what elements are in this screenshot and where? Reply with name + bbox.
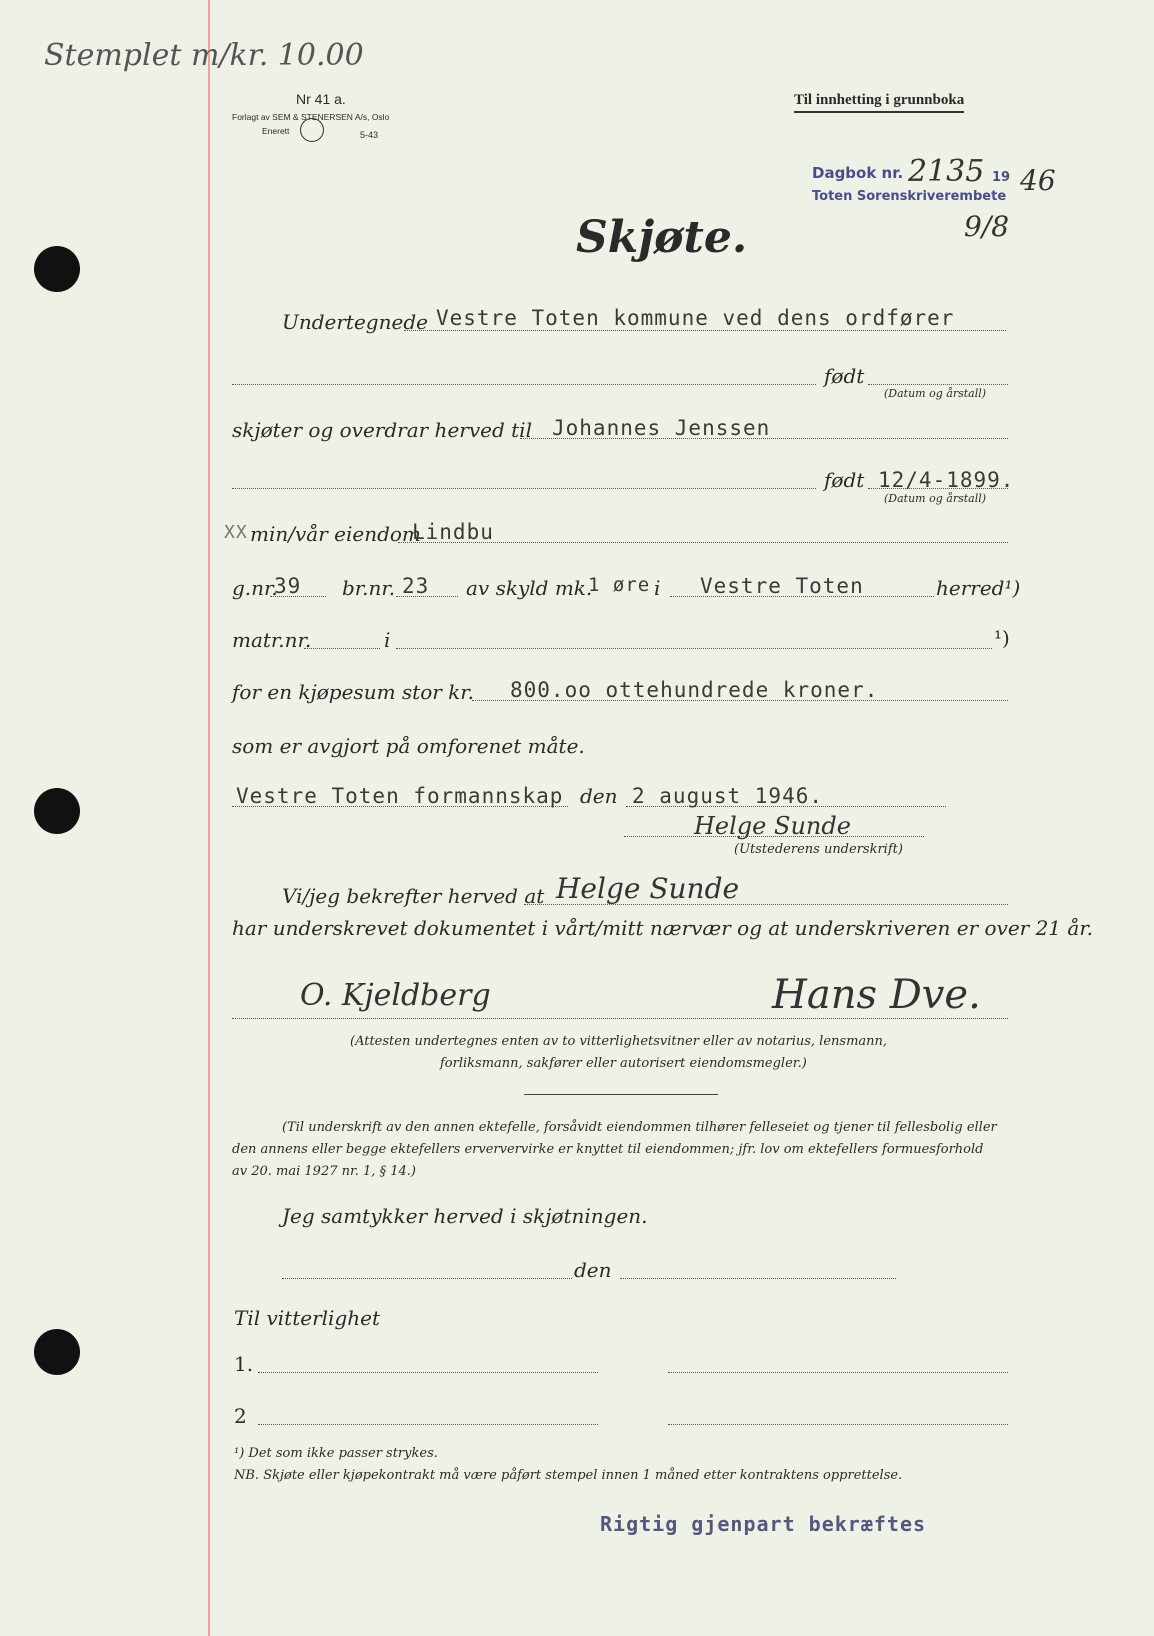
diary-number: 2135 (908, 154, 985, 189)
property-label: min/vår eiendom (250, 522, 421, 546)
spouse-note-line3: av 20. mai 1927 nr. 1, § 14.) (232, 1164, 416, 1179)
seller-birth-hint: (Datum og årstall) (884, 387, 987, 400)
matr-label: matr.nr. (232, 628, 312, 652)
rights: Enerett (262, 126, 290, 136)
consent-place-line (282, 1278, 572, 1279)
date-value: 2 august 1946. (632, 784, 824, 808)
vitterlighet-number-2: 2 (234, 1404, 247, 1428)
brnr-label: br.nr. (342, 576, 396, 600)
price-value: 800.oo ottehundrede kroner. (510, 678, 879, 702)
gnr-label: g.nr. (232, 576, 278, 600)
seller-line (404, 330, 1006, 331)
diary-date: 9/8 (964, 210, 1010, 243)
witness-note-line2: forliksmann, sakfører eller autorisert eiendomsmegler.) (440, 1056, 807, 1071)
diary-year-prefix: 19 (992, 170, 1011, 185)
place-value: Vestre Toten formannskap (236, 784, 564, 808)
settlement-text: som er avgjort på omforenet måte. (232, 734, 585, 758)
gnr-value: 39 (274, 574, 302, 598)
cadastral-i-label: i (654, 576, 661, 600)
buyer-birth-value: 12/4-1899. (878, 468, 1015, 492)
consent-date-line (620, 1278, 896, 1279)
price-label: for en kjøpesum stor kr. (232, 680, 475, 704)
witness-signature-line (232, 1018, 1008, 1019)
stamp-duty-note: Stemplet m/kr. 10.00 (44, 38, 364, 73)
consent-den-label: den (574, 1258, 612, 1282)
spouse-note-line1: (Til underskrift av den annen ektefelle, forsåvidt eiendommen tilhører felleseiet og tjener til fellesbolig eller (282, 1120, 997, 1135)
form-number: Nr 41 a. (296, 91, 346, 107)
matr-i-label: i (384, 628, 391, 652)
issuer-signature-caption: (Utstederens underskrift) (734, 842, 903, 857)
property-crossed-prefix: XX (224, 522, 248, 543)
punch-hole (34, 788, 80, 834)
confirmation-line2: har underskrevet dokumentet i vårt/mitt nærvær og at underskriveren er over 21 år. (232, 916, 1094, 940)
matr-footnote-mark: ¹) (994, 626, 1010, 650)
footnote-1: ¹) Det som ikke passer strykes. (234, 1446, 438, 1461)
buyer-birth-hint: (Datum og årstall) (884, 492, 987, 505)
vitterlighet-label: Til vitterlighet (234, 1306, 381, 1330)
footnote-nb: NB. Skjøte eller kjøpekontrakt må være påført stempel innen 1 måned etter kontraktens opprettelse. (234, 1468, 903, 1483)
seller-value: Vestre Toten kommune ved dens ordfører (436, 306, 955, 330)
seller-birth-line (868, 384, 1008, 385)
buyer-birth-label: født (824, 468, 865, 492)
witness-note-line1: (Attesten undertegnes enten av to vitterlighetsvitner eller av notarius, lensmann, (350, 1034, 888, 1049)
property-value: Lindbu (412, 520, 494, 544)
issuer-signature-line (624, 836, 924, 837)
confirmation-signer: Helge Sunde (556, 872, 740, 905)
buyer-birth-blank (232, 488, 816, 489)
diary-stamp-line1: Dagbok nr. (812, 164, 904, 182)
diary-stamp-line2: Toten Sorenskriverembete (812, 189, 1007, 204)
issuer-signature: Helge Sunde (694, 812, 851, 840)
document-title: Skjøte. (576, 212, 748, 263)
edition: 5-43 (360, 130, 379, 140)
vitterlighet-line-2a (258, 1424, 598, 1425)
matr-i-line (396, 648, 992, 649)
buyer-label: skjøter og overdrar herved til (232, 418, 532, 442)
section-divider (524, 1094, 718, 1095)
vitterlighet-line-1b (668, 1372, 1008, 1373)
seller-label: Undertegnede (282, 310, 428, 334)
municipality-value: Vestre Toten (700, 574, 864, 598)
skyld-value: 1 øre (588, 574, 651, 596)
vitterlighet-line-2b (668, 1424, 1008, 1425)
brnr-value: 23 (402, 574, 430, 598)
spouse-note-line2: den annens eller begge ektefellers erververvirke er knyttet til eiendommen; jfr. lov om ektefellers formuesforhold (232, 1142, 984, 1157)
vitterlighet-number-1: 1. (234, 1352, 254, 1376)
buyer-value: Johannes Jenssen (552, 416, 771, 440)
red-margin-line (208, 0, 210, 1636)
matr-line (304, 648, 380, 649)
consent-text: Jeg samtykker herved i skjøtningen. (282, 1204, 648, 1228)
vitterlighet-line-1a (258, 1372, 598, 1373)
publisher: Forlagt av SEM & STENERSEN A/s, Oslo (232, 112, 390, 122)
punch-hole (34, 246, 80, 292)
witness-signature-1: O. Kjeldberg (300, 978, 491, 1013)
seller-birth-blank (232, 384, 816, 385)
punch-hole (34, 1329, 80, 1375)
certification-stamp: Rigtig gjenpart bekræftes (600, 1512, 927, 1536)
herred-label: herred¹) (936, 576, 1021, 600)
publisher-logo-icon (300, 118, 324, 142)
confirmation-label: Vi/jeg bekrefter herved at (282, 884, 545, 908)
den-label: den (580, 784, 618, 808)
diary-year: 46 (1020, 164, 1056, 197)
witness-signature-2: Hans Dve. (772, 972, 981, 1018)
skyld-label: av skyld mk. (466, 576, 593, 600)
registration-note: Til innhetting i grunnboka (794, 92, 964, 113)
seller-birth-label: født (824, 364, 865, 388)
